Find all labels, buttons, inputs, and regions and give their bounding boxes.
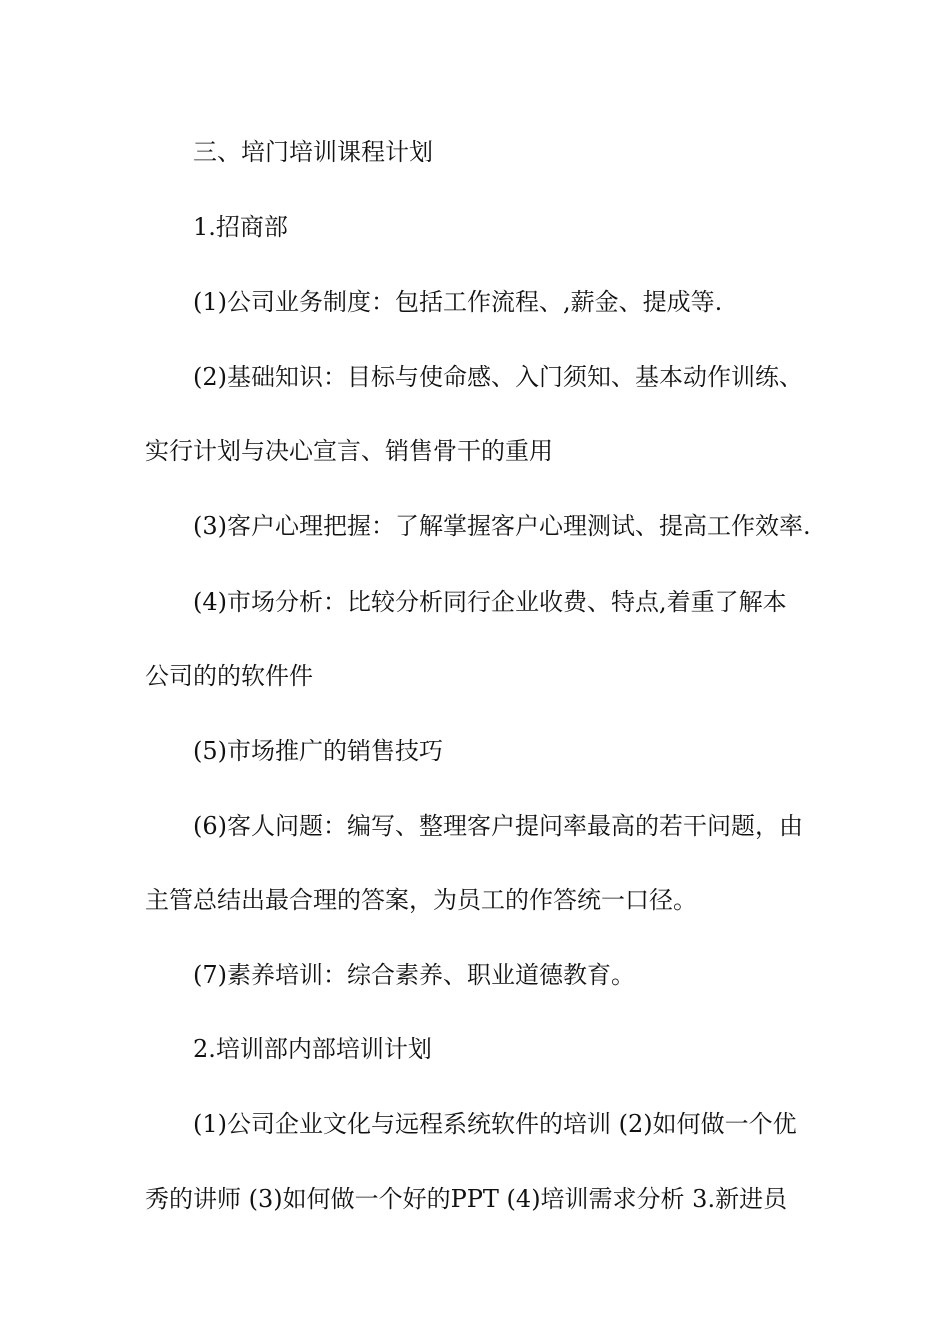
- section-heading: 三、培门培训课程计划: [193, 138, 433, 166]
- paragraph-line: 实行计划与决心宣言、销售骨干的重用: [145, 437, 553, 465]
- subsection-heading: 2.培训部内部培训计划: [193, 1035, 432, 1063]
- paragraph-line: (3)客户心理把握：了解掌握客户心理测试、提高工作效率.: [193, 512, 811, 540]
- paragraph-line: (7)素养培训：综合素养、职业道德教育。: [193, 961, 635, 989]
- paragraph-line: 秀的讲师 (3)如何做一个好的PPT (4)培训需求分析 3.新进员: [145, 1185, 788, 1213]
- paragraph-line: (6)客人问题：编写、整理客户提问率最高的若干问题，由: [193, 812, 803, 840]
- paragraph-line: (4)市场分析：比较分析同行企业收费、特点,着重了解本: [193, 588, 787, 616]
- paragraph-line: 公司的的软件件: [145, 662, 313, 690]
- paragraph-line: 主管总结出最合理的答案，为员工的作答统一口径。: [145, 886, 697, 914]
- paragraph-line: (1)公司企业文化与远程系统软件的培训 (2)如何做一个优: [193, 1110, 797, 1138]
- paragraph-line: (1)公司业务制度：包括工作流程、,薪金、提成等.: [193, 288, 723, 316]
- paragraph-line: (5)市场推广的销售技巧: [193, 737, 443, 765]
- paragraph-line: (2)基础知识：目标与使命感、入门须知、基本动作训练、: [193, 363, 803, 391]
- subsection-heading: 1.招商部: [193, 213, 288, 241]
